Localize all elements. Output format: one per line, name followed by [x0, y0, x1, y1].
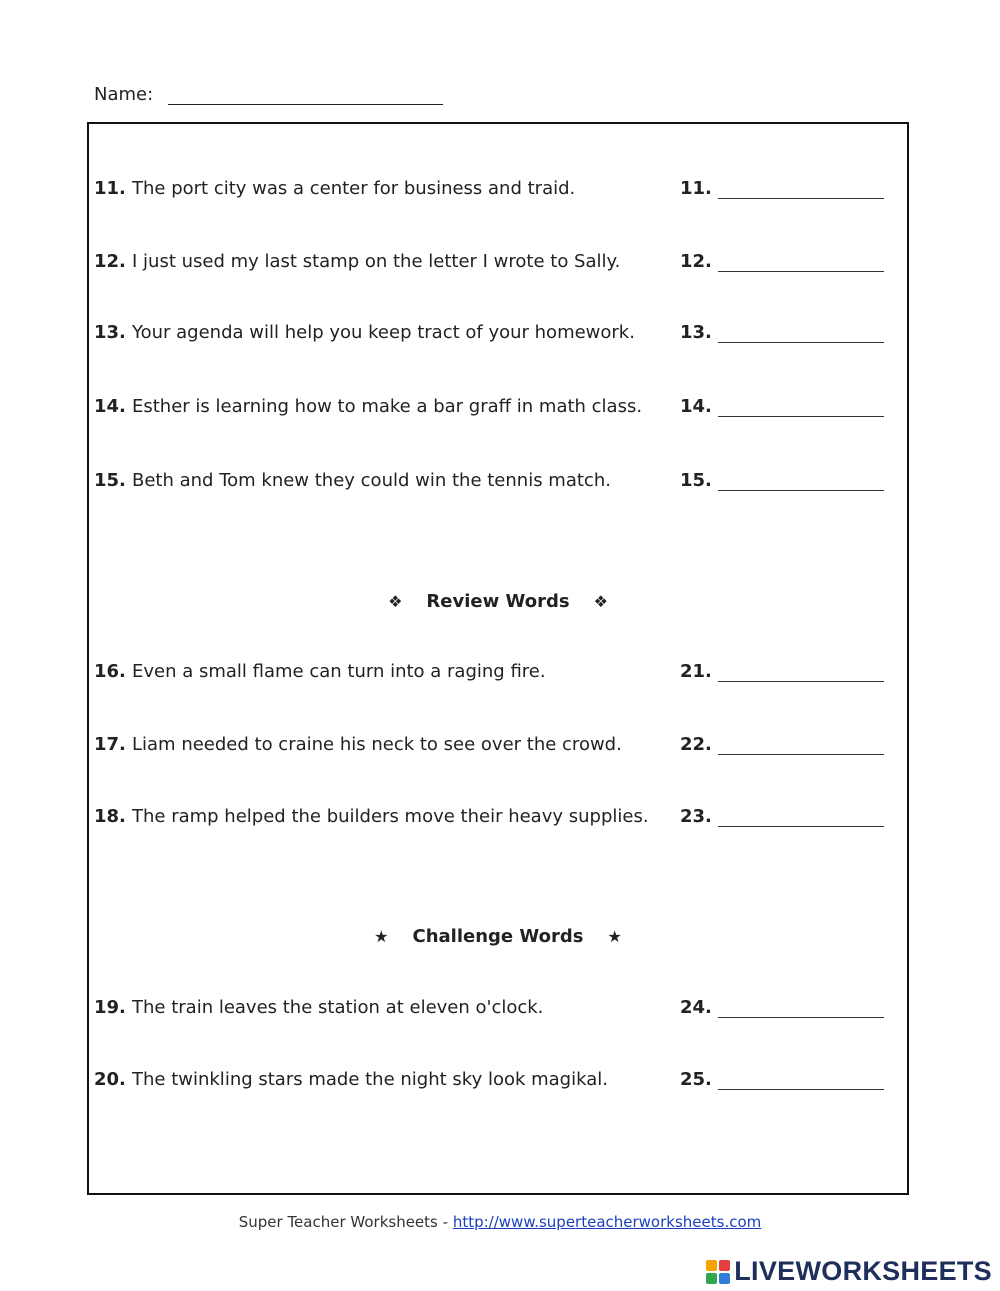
- question-number: 20.: [94, 1069, 126, 1090]
- footer-source: Super Teacher Worksheets -: [238, 1213, 449, 1231]
- answer-number: 23.: [680, 806, 712, 827]
- answer-input[interactable]: [718, 490, 884, 491]
- answer-number: 11.: [680, 178, 712, 199]
- answer-number: 14.: [680, 396, 712, 417]
- question-row: [94, 997, 894, 1023]
- footer-credit: [0, 1213, 1000, 1231]
- question-number: 18.: [94, 806, 126, 827]
- answer-number: 22.: [680, 734, 712, 755]
- answer-number: 24.: [680, 997, 712, 1018]
- review-words-heading: [87, 591, 909, 612]
- question-row: [94, 396, 894, 422]
- answer-number: 25.: [680, 1069, 712, 1090]
- question-number: 13.: [94, 322, 126, 343]
- logo-text: LIVEWORKSHEETS: [734, 1256, 992, 1286]
- answer-input[interactable]: [718, 271, 884, 272]
- question-sentence: Your agenda will help you keep tract of your homework.: [132, 322, 635, 343]
- review-words-title: Review Words: [426, 591, 570, 612]
- question-sentence: The train leaves the station at eleven o'clock.: [132, 997, 544, 1018]
- worksheet-frame: [87, 122, 909, 1195]
- question-row: [94, 1069, 894, 1095]
- name-row: [94, 84, 153, 105]
- question-sentence: The twinkling stars made the night sky look magikal.: [132, 1069, 608, 1090]
- question-sentence: Esther is learning how to make a bar graff in math class.: [132, 396, 643, 417]
- answer-input[interactable]: [718, 826, 884, 827]
- answer-number: 13.: [680, 322, 712, 343]
- name-line: [168, 104, 443, 105]
- challenge-words-title: Challenge Words: [412, 926, 584, 947]
- question-number: 14.: [94, 396, 126, 417]
- question-sentence: The port city was a center for business and traid.: [132, 178, 576, 199]
- logo-blocks-icon: [706, 1260, 730, 1284]
- answer-input[interactable]: [718, 1017, 884, 1018]
- answer-number: 12.: [680, 251, 712, 272]
- question-number: 11.: [94, 178, 126, 199]
- logo-block: [706, 1260, 717, 1271]
- answer-input[interactable]: [718, 754, 884, 755]
- star-icon: ★: [607, 927, 622, 946]
- diamond-icon: ❖: [593, 592, 608, 611]
- answer-input[interactable]: [718, 416, 884, 417]
- star-icon: ★: [374, 927, 389, 946]
- answer-input[interactable]: [718, 1089, 884, 1090]
- question-row: [94, 251, 894, 277]
- question-row: [94, 661, 894, 687]
- question-number: 15.: [94, 470, 126, 491]
- question-sentence: The ramp helped the builders move their heavy supplies.: [132, 806, 649, 827]
- question-number: 17.: [94, 734, 126, 755]
- question-sentence: Even a small flame can turn into a raging fire.: [132, 661, 546, 682]
- logo-block: [719, 1260, 730, 1271]
- question-row: [94, 734, 894, 760]
- question-row: [94, 178, 894, 204]
- answer-number: 21.: [680, 661, 712, 682]
- question-row: [94, 322, 894, 348]
- question-number: 12.: [94, 251, 126, 272]
- question-number: 16.: [94, 661, 126, 682]
- challenge-words-heading: [87, 926, 909, 947]
- name-label: Name:: [94, 84, 154, 105]
- logo-block: [706, 1273, 717, 1284]
- footer-link[interactable]: http://www.superteacherworksheets.com: [452, 1213, 762, 1231]
- answer-input[interactable]: [718, 681, 884, 682]
- diamond-icon: ❖: [388, 592, 403, 611]
- answer-number: 15.: [680, 470, 712, 491]
- question-sentence: Liam needed to craine his neck to see over the crowd.: [132, 734, 622, 755]
- question-row: [94, 806, 894, 832]
- question-sentence: Beth and Tom knew they could win the tennis match.: [132, 470, 611, 491]
- question-row: [94, 470, 894, 496]
- answer-input[interactable]: [718, 198, 884, 199]
- logo-block: [719, 1273, 730, 1284]
- question-sentence: I just used my last stamp on the letter I wrote to Sally.: [132, 251, 621, 272]
- answer-input[interactable]: [718, 342, 884, 343]
- liveworksheets-logo: [706, 1256, 992, 1287]
- question-number: 19.: [94, 997, 126, 1018]
